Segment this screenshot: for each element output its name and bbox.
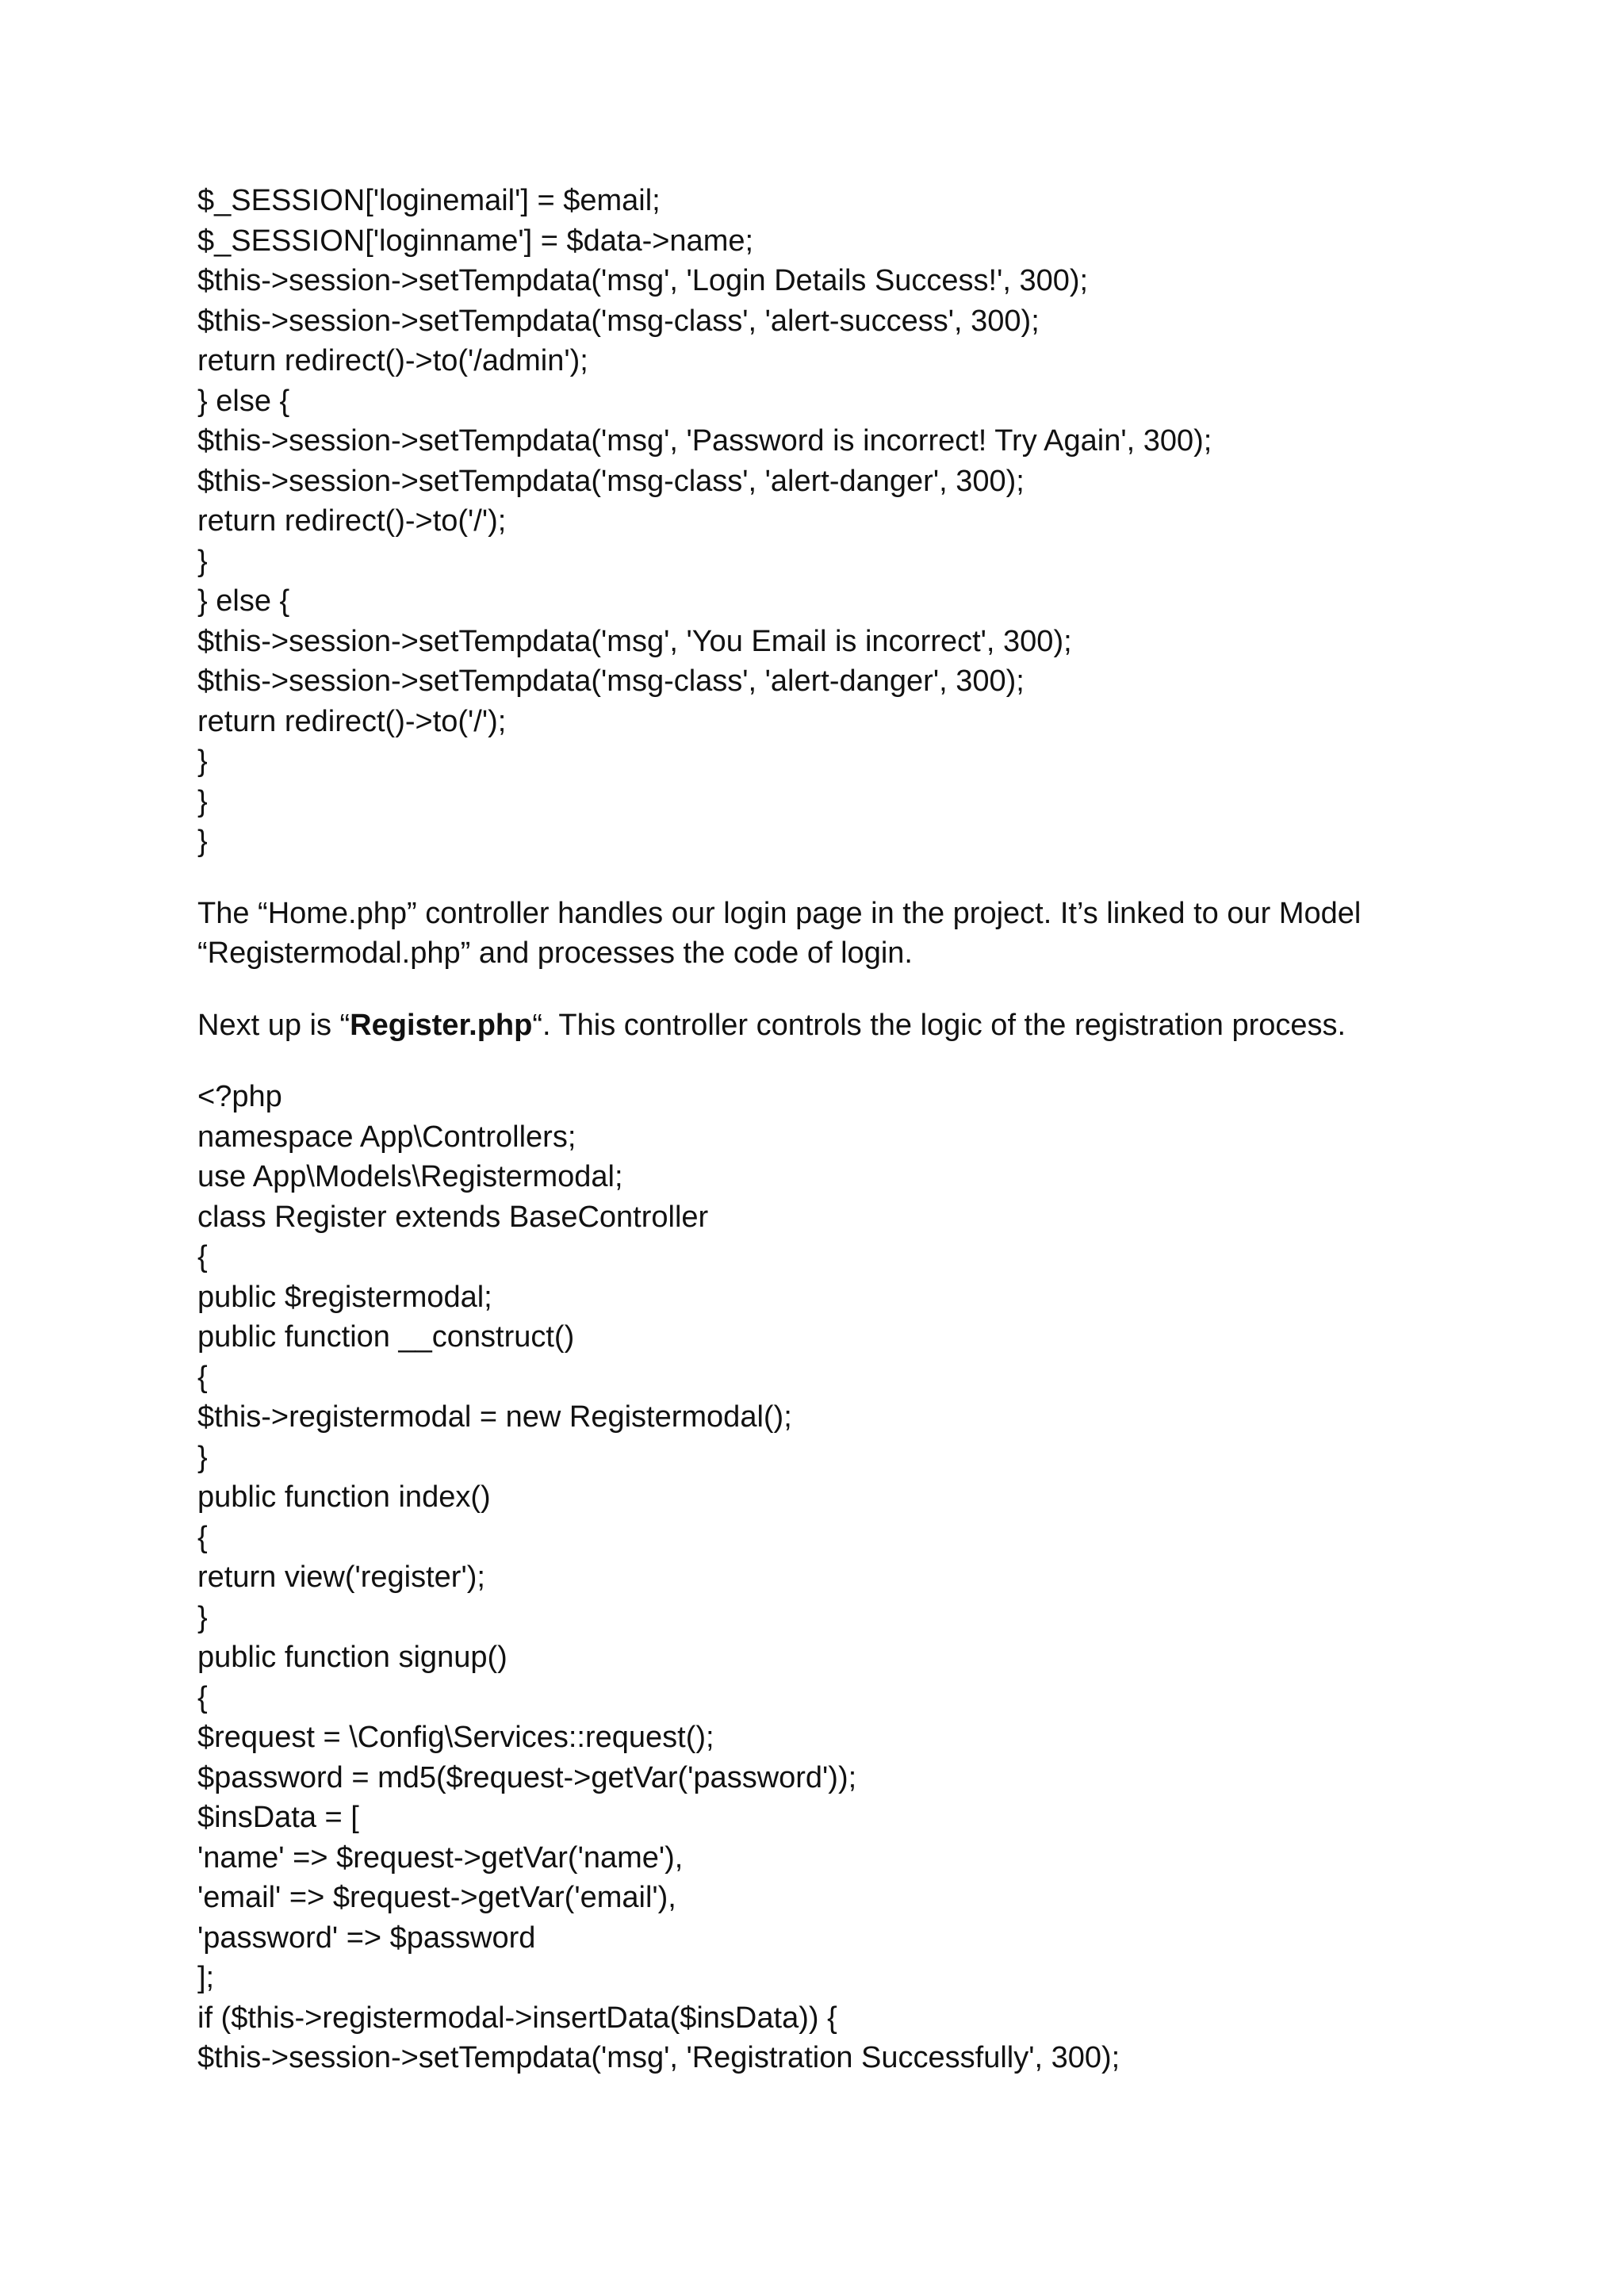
paragraph-line: “Registermodal.php” and processes the code of login. [197, 936, 913, 970]
code-line: 'email' => $request->getVar('email'), [197, 1881, 676, 1914]
spacer [197, 974, 1434, 1005]
paragraph-suffix: “. This controller controls the logic of the registration process. [532, 1008, 1346, 1042]
paragraph-prefix: Next up is “ [197, 1008, 350, 1042]
code-line: return view('register'); [197, 1561, 485, 1594]
code-line: use App\Models\Registermodal; [197, 1160, 623, 1193]
code-line: { [197, 1240, 208, 1273]
code-line: $this->session->setTempdata('msg-class', 'alert-success', 300); [197, 304, 1040, 338]
paragraph-line: The “Home.php” controller handles our login page in the project. It’s linked to our Model [197, 896, 1362, 930]
code-line: $_SESSION['loginname'] = $data->name; [197, 224, 754, 258]
code-line: if ($this->registermodal->insertData($insData)) { [197, 2001, 837, 2035]
code-block-register-controller [197, 1077, 1434, 2078]
code-line: } [197, 1600, 208, 1634]
code-line: $this->session->setTempdata('msg-class', 'alert-danger', 300); [197, 464, 1025, 498]
code-line: public function index() [197, 1480, 491, 1514]
code-line: } [197, 745, 208, 778]
code-line: $password = md5($request->getVar('password')); [197, 1760, 857, 1794]
code-line: return redirect()->to('/'); [197, 504, 507, 538]
code-line: } [197, 784, 208, 818]
code-line: 'password' => $password [197, 1921, 536, 1955]
code-line: $this->session->setTempdata('msg', 'Registration Successfully', 300); [197, 2041, 1120, 2074]
code-line: $this->session->setTempdata('msg-class', 'alert-danger', 300); [197, 664, 1025, 698]
code-line: return redirect()->to('/admin'); [197, 344, 588, 377]
code-line: } else { [197, 384, 290, 418]
code-line: return redirect()->to('/'); [197, 704, 507, 738]
code-line: $insData = [ [197, 1801, 359, 1834]
code-line: 'name' => $request->getVar('name'), [197, 1840, 684, 1875]
code-line: public function __construct() [197, 1320, 575, 1354]
code-line: <?php [197, 1080, 282, 1113]
paragraph-line [197, 1005, 1434, 1046]
code-line: $request = \Config\Services::request(); [197, 1721, 714, 1754]
code-line: } [197, 544, 208, 578]
spacer [197, 1045, 1434, 1077]
code-line: namespace App\Controllers; [197, 1120, 576, 1154]
paragraph-register-intro [197, 1005, 1434, 1046]
paragraph-home-controller [197, 894, 1434, 974]
spacer [197, 862, 1434, 894]
code-line: ]; [197, 1961, 215, 1994]
code-line: } else { [197, 584, 290, 618]
code-line: class Register extends BaseController [197, 1200, 709, 1234]
code-line: $this->session->setTempdata('msg', 'Login Details Success!', 300); [197, 264, 1089, 297]
code-line: public $registermodal; [197, 1280, 492, 1314]
code-line: $this->session->setTempdata('msg', 'Password is incorrect! Try Again', 300); [197, 424, 1212, 458]
code-line: public function signup() [197, 1641, 508, 1674]
code-line: { [197, 1360, 208, 1394]
paragraph-bold-filename: Register.php [350, 1008, 533, 1042]
code-block-login-tail [197, 181, 1434, 862]
code-line: { [197, 1520, 208, 1554]
code-line: { [197, 1680, 208, 1714]
code-line: } [197, 1440, 208, 1474]
code-line: $_SESSION['loginemail'] = $email; [197, 184, 661, 217]
document-body [197, 181, 1434, 2078]
code-line: $this->session->setTempdata('msg', 'You Email is incorrect', 300); [197, 624, 1072, 658]
code-line: } [197, 825, 208, 858]
code-line: $this->registermodal = new Registermodal(); [197, 1400, 792, 1434]
